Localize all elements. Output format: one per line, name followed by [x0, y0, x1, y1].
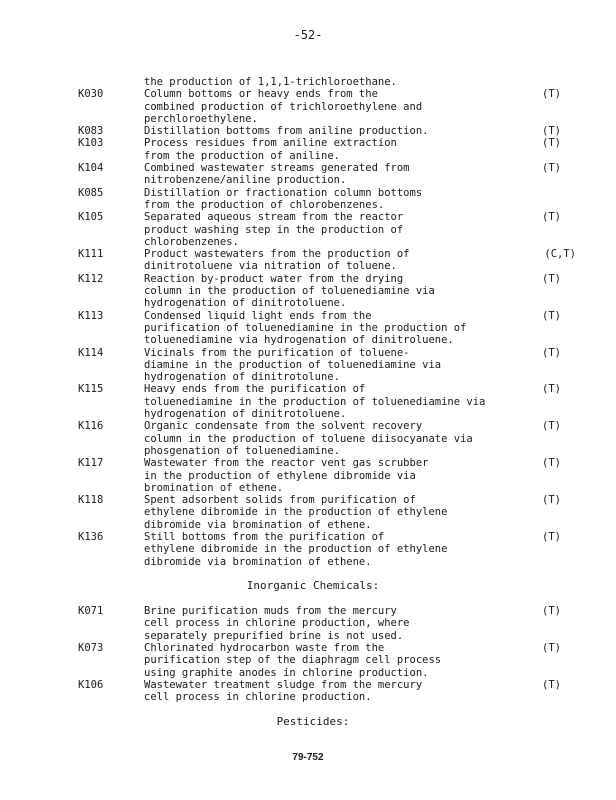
description-line: Wastewater from the reactor vent gas scrubber — [144, 457, 429, 470]
waste-code: K117 — [78, 457, 104, 470]
description-line: purification of toluenediamine in the production of — [144, 321, 467, 334]
description-line: Wastewater treatment sludge from the mercury — [144, 678, 423, 691]
continued-line: the production of 1,1,1-trichloroethane. — [144, 76, 397, 88]
hazard-code: (T) — [542, 494, 561, 507]
description-line: column in the production of toluenediamine via — [144, 285, 435, 298]
waste-description — [144, 346, 561, 384]
description-line: from the production of chlorobenzenes. — [144, 198, 385, 211]
waste-description — [144, 642, 561, 679]
hazard-code: (T) — [542, 137, 561, 150]
description-line: cell process in chlorine production. — [144, 691, 372, 704]
description-line: dinitrotoluene via nitration of toluene. — [144, 260, 397, 273]
waste-code: K116 — [78, 420, 104, 433]
waste-entry — [78, 605, 561, 642]
continued-entry — [78, 76, 548, 88]
waste-entry — [78, 248, 576, 273]
description-line: nitrobenzene/aniline production. — [144, 174, 347, 187]
waste-description — [144, 457, 561, 494]
hazard-code: (T) — [542, 211, 561, 224]
waste-description — [144, 530, 561, 568]
section-heading-pesticides: Pesticides: — [276, 714, 350, 728]
waste-code: K073 — [78, 642, 104, 655]
description-line: in the production of ethylene dibromide via — [144, 469, 416, 482]
description-line: ethylene dibromide in the production of ethylene — [144, 506, 448, 519]
waste-code: K071 — [78, 605, 104, 618]
waste-description — [144, 162, 561, 187]
hazard-code: (T) — [542, 88, 561, 101]
description-line: ethylene dibromide in the production of ethylene — [144, 543, 448, 556]
waste-entry — [78, 309, 561, 347]
hazard-code: (T) — [542, 125, 561, 138]
waste-description — [144, 248, 576, 273]
description-line: phosgenation of toluenediamine. — [144, 444, 340, 457]
waste-description — [144, 309, 561, 347]
waste-entry — [78, 272, 561, 310]
waste-code: K103 — [78, 137, 104, 150]
description-line: Separated aqueous stream from the reactor — [144, 211, 404, 224]
waste-code: K114 — [78, 346, 104, 359]
waste-code: K083 — [78, 125, 104, 138]
description-line: Reaction by-product water from the drying — [144, 272, 404, 285]
waste-entry — [78, 457, 561, 494]
waste-description — [144, 383, 561, 421]
description-line: cell process in chlorine production, where — [144, 617, 410, 630]
waste-code: K030 — [78, 88, 104, 101]
description-line: Spent adsorbent solids from purification of — [144, 494, 416, 507]
waste-entry — [78, 88, 561, 125]
description-line: Brine purification muds from the mercury — [144, 605, 397, 618]
description-line: Distillation or fractionation column bottoms — [144, 186, 423, 199]
description-line: Product wastewaters from the production of — [144, 248, 410, 261]
description-line: chlorobenzenes. — [144, 235, 239, 248]
section-heading-inorganic: Inorganic Chemicals: — [246, 578, 380, 592]
description-line: hydrogenation of dinitrotolune. — [144, 371, 340, 384]
waste-entry — [78, 187, 548, 212]
description-line: toluenediamine via hydrogenation of dinitroluene. — [144, 334, 454, 347]
hazard-code: (T) — [542, 272, 561, 285]
waste-code: K112 — [78, 272, 104, 285]
hazard-code: (T) — [542, 309, 561, 322]
description-line: Distillation bottoms from aniline production. — [144, 125, 429, 138]
waste-entry — [78, 137, 561, 162]
waste-description — [144, 678, 561, 704]
inorganic-waste-list — [78, 605, 561, 704]
hazard-code: (T) — [542, 457, 561, 470]
waste-description — [144, 494, 561, 531]
description-line: Column bottoms or heavy ends from the — [144, 88, 378, 101]
description-line: dibromide via bromination of ethene. — [144, 518, 372, 531]
description-line: diamine in the production of toluenediamine via — [144, 358, 442, 371]
description-line: product washing step in the production of — [144, 223, 404, 236]
hazard-code: (T) — [542, 605, 561, 618]
description-line: Condensed liquid light ends from the — [144, 309, 372, 322]
waste-description — [144, 605, 561, 642]
page-number: -52- — [293, 28, 323, 42]
description-line: column in the production of toluene diisocyanate via — [144, 432, 473, 445]
waste-entry — [78, 211, 561, 248]
waste-description — [144, 137, 561, 162]
description-line: hydrogenation of dinitrotoluene. — [144, 297, 347, 310]
waste-code: K118 — [78, 494, 104, 507]
description-line: perchloroethylene. — [144, 112, 258, 125]
waste-entry — [78, 383, 561, 421]
description-line: Process residues from aniline extraction — [144, 137, 397, 150]
description-line: Combined wastewater streams generated from — [144, 162, 410, 175]
hazard-code: (T) — [542, 346, 561, 359]
waste-code: K115 — [78, 383, 104, 396]
description-line: toluenediamine in the production of toluenediamine via — [144, 395, 486, 408]
waste-entry — [78, 678, 561, 704]
waste-entry — [78, 420, 561, 457]
description-line: Still bottoms from the purification of — [144, 530, 385, 543]
waste-entry — [78, 346, 561, 384]
waste-entry — [78, 530, 561, 568]
document-body — [78, 76, 576, 741]
hazard-code: (T) — [542, 162, 561, 175]
waste-code: K111 — [78, 248, 104, 261]
waste-code: K085 — [78, 186, 104, 199]
waste-entry — [78, 162, 561, 187]
description-line: Vicinals from the purification of toluene- — [144, 346, 410, 359]
waste-code: K104 — [78, 162, 104, 175]
description-line: Heavy ends from the purification of — [144, 383, 366, 396]
description-line: bromination of ethene. — [144, 481, 284, 494]
description-line: dibromide via bromination of ethene. — [144, 555, 372, 568]
waste-description — [144, 187, 548, 212]
hazard-code: (T) — [542, 420, 561, 433]
waste-code: K113 — [78, 309, 104, 322]
hazard-code: (T) — [542, 530, 561, 543]
description-line: Organic condensate from the solvent recovery — [144, 420, 423, 433]
waste-code: K105 — [78, 211, 104, 224]
description-line: from the production of aniline. — [144, 149, 340, 162]
waste-description — [144, 125, 561, 138]
waste-description — [144, 88, 561, 125]
description-line: Chlorinated hydrocarbon waste from the — [144, 642, 385, 655]
description-line: hydrogenation of dinitrotoluene. — [144, 408, 347, 421]
waste-code: K106 — [78, 678, 104, 691]
description-line: using graphite anodes in chlorine production. — [144, 666, 429, 679]
waste-description — [144, 211, 561, 248]
waste-description — [144, 272, 561, 310]
organic-waste-list — [78, 88, 576, 568]
waste-entry — [78, 494, 561, 531]
hazard-code: (T) — [542, 642, 561, 655]
waste-code: K136 — [78, 530, 104, 543]
waste-description — [144, 420, 561, 457]
description-line: combined production of trichloroethylene and — [144, 100, 423, 113]
hazard-code: (T) — [542, 678, 561, 691]
description-line: purification step of the diaphragm cell process — [144, 654, 442, 667]
waste-entry — [78, 125, 561, 138]
hazard-code: (C,T) — [544, 248, 576, 261]
waste-entry — [78, 642, 561, 679]
footer-document-number: 79-752 — [292, 752, 324, 763]
hazard-code: (T) — [542, 383, 561, 396]
description-line: separately prepurified brine is not used. — [144, 629, 404, 642]
